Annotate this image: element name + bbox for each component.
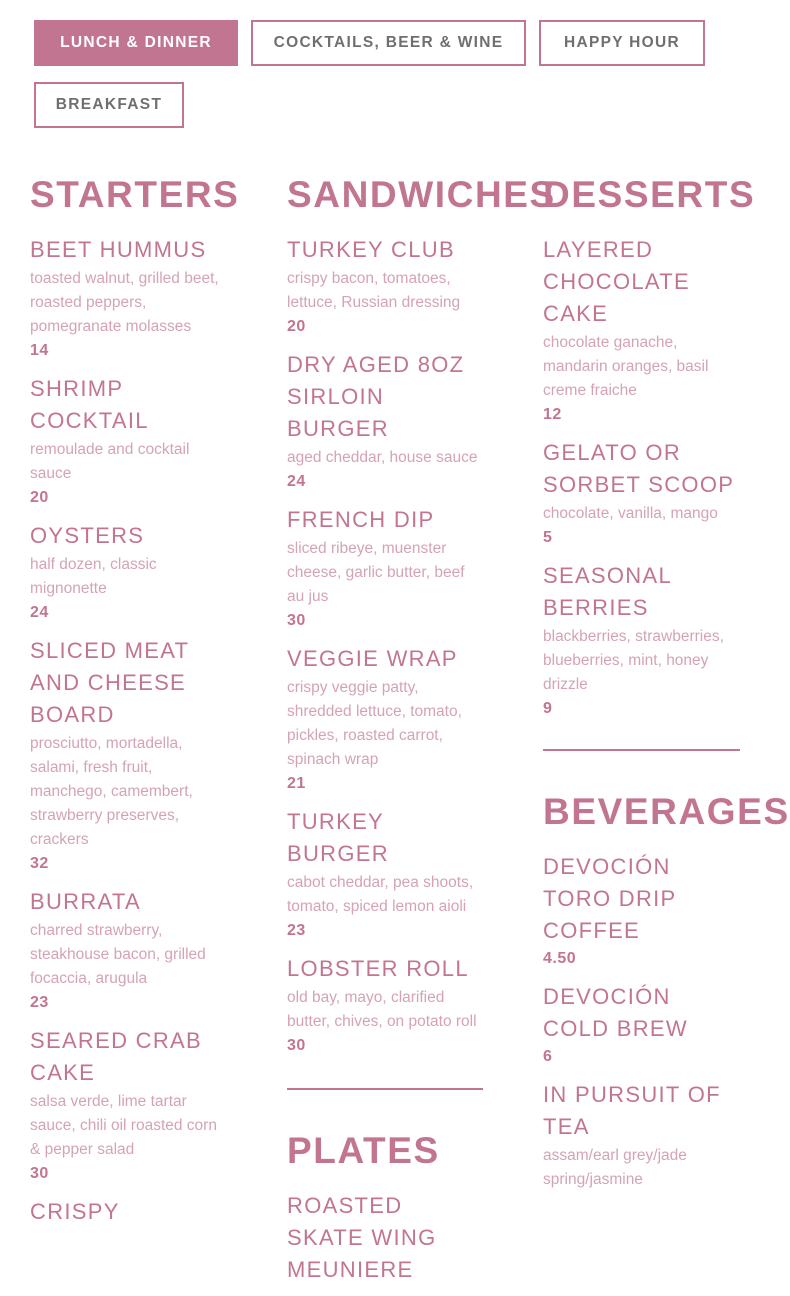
menu-item [287, 234, 483, 339]
item-name: IN PURSUIT OF TEA [543, 1082, 721, 1139]
item-name: SEASONAL BERRIES [543, 563, 672, 620]
menu-item [30, 234, 230, 363]
item-price: 14 [30, 342, 49, 359]
item-price: 5 [543, 529, 553, 546]
menu-item [543, 234, 740, 427]
item-name: BEET HUMMUS [30, 237, 207, 262]
tab-cocktails-beer-wine[interactable]: COCKTAILS, BEER & WINE [251, 20, 526, 66]
menu-item [543, 981, 740, 1069]
menu-item [287, 1190, 483, 1286]
item-price: 9 [543, 700, 553, 717]
menu-item [287, 504, 483, 633]
menu-item [30, 886, 230, 1015]
starters-column [30, 172, 240, 1238]
item-price: 30 [287, 1037, 306, 1054]
menu-item [287, 806, 483, 943]
item-description: salsa verde, lime tartar sauce, chili oil roasted corn & pepper salad [30, 1093, 217, 1158]
item-price: 30 [287, 612, 306, 629]
item-name: SLICED MEAT AND CHEESE BOARD [30, 638, 189, 727]
item-price: 24 [30, 604, 49, 621]
item-description: half dozen, classic mignonette [30, 556, 157, 597]
item-description: charred strawberry, steakhouse bacon, grilled focaccia, arugula [30, 922, 206, 987]
menu-item [287, 349, 483, 494]
item-description: aged cheddar, house sauce [287, 449, 478, 466]
item-description: assam/earl grey/jade spring/jasmine [543, 1147, 687, 1188]
item-description: toasted walnut, grilled beet, roasted peppers, pomegranate molasses [30, 270, 219, 335]
item-price: 12 [543, 406, 562, 423]
item-name: GELATO OR SORBET SCOOP [543, 440, 735, 497]
item-price: 20 [287, 318, 306, 335]
item-name: SHRIMP COCKTAIL [30, 376, 149, 433]
item-description: prosciutto, mortadella, salami, fresh fruit, manchego, camembert, strawberry preserves, crackers [30, 735, 193, 848]
item-description: chocolate ganache, mandarin oranges, basil creme fraiche [543, 334, 709, 399]
item-name: ROASTED SKATE WING MEUNIERE [287, 1193, 437, 1282]
section-divider [543, 749, 740, 751]
section-title-starters: STARTERS [30, 174, 240, 215]
item-price: 24 [287, 473, 306, 490]
menu-item [30, 1025, 230, 1186]
menu-item [30, 1196, 230, 1228]
item-description: chocolate, vanilla, mango [543, 505, 718, 522]
menu-item [30, 373, 230, 510]
item-name: LOBSTER ROLL [287, 956, 469, 981]
item-description: cabot cheddar, pea shoots, tomato, spiced lemon aioli [287, 874, 474, 915]
item-description: crispy bacon, tomatoes, lettuce, Russian dressing [287, 270, 461, 311]
menu-item [543, 560, 740, 721]
section-title-sandwiches: SANDWICHES [287, 174, 556, 215]
section-title-plates: PLATES [287, 1130, 440, 1171]
menu-item [543, 1079, 740, 1192]
item-name: DRY AGED 8OZ SIRLOIN BURGER [287, 352, 465, 441]
menu-item [30, 635, 230, 876]
section-divider [287, 1088, 483, 1090]
tab-breakfast[interactable]: BREAKFAST [34, 82, 184, 128]
item-price: 32 [30, 855, 49, 872]
item-description: blackberries, strawberries, blueberries, mint, honey drizzle [543, 628, 724, 693]
item-name: OYSTERS [30, 523, 145, 548]
tab-lunch-dinner[interactable]: LUNCH & DINNER [34, 20, 238, 66]
tab-happy-hour[interactable]: HAPPY HOUR [539, 20, 705, 66]
menu-item [30, 520, 230, 625]
item-price: 30 [30, 1165, 49, 1182]
menu-item [543, 437, 740, 550]
item-name: LAYERED CHOCOLATE CAKE [543, 237, 690, 326]
menu-item [287, 643, 483, 796]
item-name: CRISPY [30, 1199, 120, 1224]
item-name: VEGGIE WRAP [287, 646, 458, 671]
item-name: DEVOCIÓN COLD BREW [543, 984, 688, 1041]
section-title-beverages: BEVERAGES [543, 791, 790, 832]
item-price: 20 [30, 489, 49, 506]
item-name: TURKEY BURGER [287, 809, 389, 866]
item-description: sliced ribeye, muenster cheese, garlic butter, beef au jus [287, 540, 465, 605]
section-title-desserts: DESSERTS [543, 174, 756, 215]
item-description: old bay, mayo, clarified butter, chives, on potato roll [287, 989, 477, 1030]
item-name: FRENCH DIP [287, 507, 435, 532]
item-price: 21 [287, 775, 306, 792]
menu-item [543, 851, 740, 971]
item-price: 4.50 [543, 950, 577, 967]
item-name: TURKEY CLUB [287, 237, 455, 262]
menu-item [287, 953, 483, 1058]
item-name: BURRATA [30, 889, 141, 914]
item-description: remoulade and cocktail sauce [30, 441, 190, 482]
item-name: DEVOCIÓN TORO DRIP COFFEE [543, 854, 677, 943]
item-price: 23 [287, 922, 306, 939]
item-price: 6 [543, 1048, 553, 1065]
desserts-column [543, 172, 790, 1202]
item-price: 23 [30, 994, 49, 1011]
item-description: crispy veggie patty, shredded lettuce, tomato, pickles, roasted carrot, spinach wrap [287, 679, 462, 768]
item-name: SEARED CRAB CAKE [30, 1028, 203, 1085]
